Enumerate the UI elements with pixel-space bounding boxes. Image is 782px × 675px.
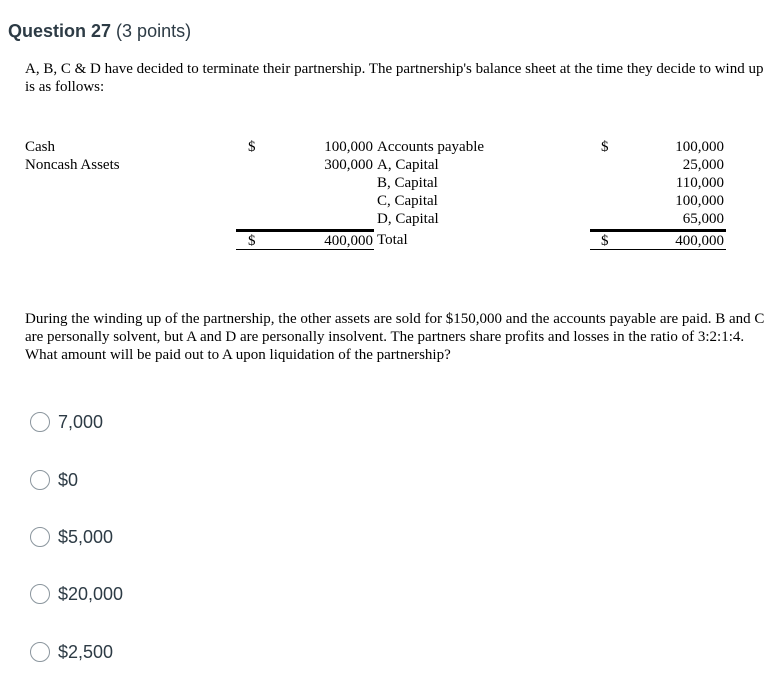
liability-currency-ap: $ [601, 139, 609, 155]
asset-currency-cash: $ [248, 139, 256, 155]
liability-label-c: C, Capital [377, 193, 438, 209]
liability-total-amount: 400,000 [675, 233, 724, 249]
liability-amount-b: 110,000 [675, 175, 724, 191]
liability-label-ap: Accounts payable [377, 139, 485, 155]
asset-label-noncash: Noncash Assets [25, 157, 120, 173]
answer-option-label: $20,000 [58, 583, 124, 604]
liability-total-rule-bottom [590, 249, 726, 250]
asset-total-rule-bottom [236, 249, 374, 250]
answer-option-3[interactable] [30, 525, 113, 549]
answer-option-2[interactable] [30, 468, 78, 492]
liability-amount-d: 65,000 [682, 211, 724, 227]
asset-amount-cash: 100,000 [324, 139, 373, 155]
radio-button[interactable] [30, 470, 50, 490]
liability-amount-c: 100,000 [675, 193, 724, 209]
asset-total-rule-top [236, 229, 374, 232]
question-intro: A, B, C & D have decided to terminate their partnership. The partnership's balance sheet at the time they decide to wind up is as follows: [25, 61, 764, 95]
question-number: Question 27 [8, 21, 112, 41]
liability-amount-a: 25,000 [682, 157, 724, 173]
liability-label-b: B, Capital [377, 175, 438, 191]
question-points: (3 points) [116, 21, 192, 41]
radio-button[interactable] [30, 412, 50, 432]
liability-label-a: A, Capital [377, 157, 439, 173]
liability-amount-ap: 100,000 [675, 139, 724, 155]
answer-option-label: $2,500 [58, 641, 114, 662]
liability-total-rule-top [590, 229, 726, 232]
answer-option-label: $5,000 [58, 526, 114, 547]
answer-option-5[interactable] [30, 640, 113, 664]
liability-total-label: Total [377, 232, 408, 248]
asset-amount-noncash: 300,000 [324, 157, 373, 173]
answer-option-4[interactable] [30, 582, 123, 606]
radio-button[interactable] [30, 584, 50, 604]
answer-option-label: $0 [58, 469, 79, 490]
question-body: During the winding up of the partnership, the other assets are sold for $150,000 and the accounts payable are paid. B and C are personally solvent, but A and D are personally insolvent. The partners share profits and losses in the ratio of 3:2:1:4. What amount will be paid out to A upon liquidation of the partnership? [25, 311, 765, 363]
asset-label-cash: Cash [25, 139, 55, 155]
liability-total-currency: $ [601, 233, 609, 249]
asset-total-amount: 400,000 [324, 233, 373, 249]
asset-total-currency: $ [248, 233, 256, 249]
radio-button[interactable] [30, 527, 50, 547]
answer-option-label: 7,000 [58, 411, 104, 432]
answer-option-1[interactable] [30, 410, 103, 434]
liability-label-d: D, Capital [377, 211, 439, 227]
radio-button[interactable] [30, 642, 50, 662]
question-title [8, 21, 191, 42]
